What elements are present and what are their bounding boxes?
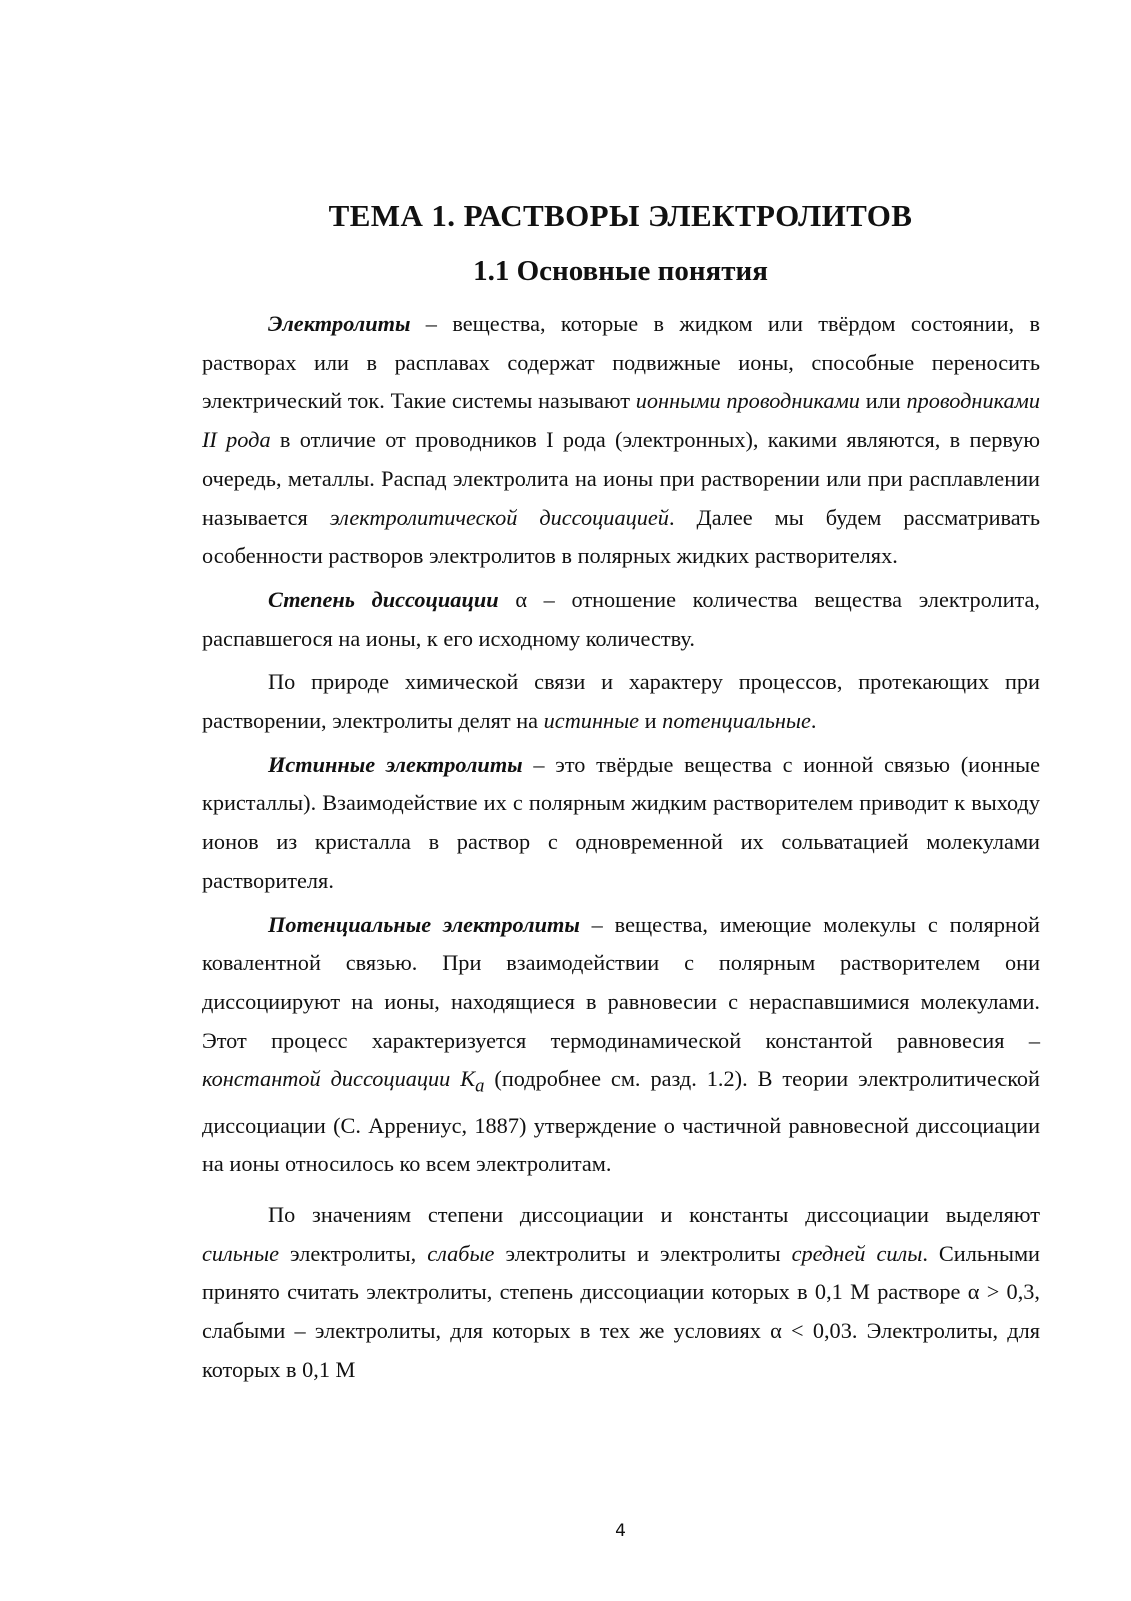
paragraph-true-electrolytes: [202, 746, 1040, 901]
term-dissociation-degree: Степень диссоциации: [268, 586, 499, 612]
term-electrolytes: Электролиты: [268, 311, 411, 336]
paragraph-text: – вещества, имеющие молекулы с полярной ковалентной связью. При взаимодействии с полярным растворителем они диссоциируют на ионы, находящиеся в равновесии с нераспавшимися молекулами. Этот процесс характеризуется термодинамической константой равновесия –: [202, 911, 1040, 1053]
paragraph-strength: [202, 1196, 1040, 1390]
paragraph-potential-electrolytes: [202, 906, 1040, 1184]
paragraph-text: . Далее мы будем рассматривать особенности растворов электролитов в полярных жидких растворителях.: [202, 504, 1040, 569]
paragraph-electrolytes: [202, 305, 1040, 576]
emphasis-potential: потенциальные: [662, 708, 811, 734]
paragraph-dissociation-degree: [202, 581, 1040, 658]
paragraph-text: (подробнее см. разд. 1.2). В теории электролитической диссоциации (С. Аррениус, 1887) утверждение о частичной равновесной диссоциации на ионы относилось ко всем электролитам.: [202, 1066, 1040, 1177]
symbol-k: K: [460, 1066, 476, 1092]
paragraph-classification: [202, 663, 1040, 740]
emphasis-strong: сильные: [202, 1240, 279, 1266]
emphasis-second-kind-conductors: проводниками II рода: [202, 388, 1041, 453]
body-text: [202, 305, 1040, 1394]
paragraph-text: электролиты и электролиты: [494, 1240, 792, 1266]
emphasis-true: истинные: [543, 708, 640, 734]
emphasis-electrolytic-dissociation: электролитической диссоциацией: [329, 504, 669, 530]
paragraph-text: и: [639, 708, 663, 734]
paragraph-text: или: [859, 388, 907, 414]
paragraph-text: α – отношение количества вещества электролита, распавшегося на ионы, к его исходному количеству.: [202, 586, 1041, 651]
paragraph-text: – это твёрдые вещества с ионной связью (ионные кристаллы). Взаимодействие их с полярным жидким растворителем приводит к выходу ионов из кристалла в раствор с одновременной их сольватацией молекулами растворителя.: [202, 751, 1041, 893]
emphasis-dissociation-constant: константой диссоциации: [202, 1066, 451, 1092]
term-true-electrolytes: Истинные электролиты: [268, 751, 523, 777]
emphasis-ionic-conductors: ионными проводниками: [635, 388, 860, 414]
emphasis-weak: слабые: [427, 1240, 495, 1266]
paragraph-text: – вещества, которые в жидком или твёрдом состоянии, в растворах или в расплавах содержат подвижные ионы, способные переносить электрический ток. Такие системы называют: [202, 311, 1040, 414]
chapter-title: ТЕМА 1. РАСТВОРЫ ЭЛЕКТРОЛИТОВ: [328, 198, 913, 233]
paragraph-text: в отличие от проводников I рода (электронных), какими являются, в первую очередь, металлы. Распад электролита на ионы при растворении или при расплавлении называется: [202, 427, 1040, 530]
paragraph-text: .: [810, 708, 817, 734]
page-number: 4: [615, 1521, 626, 1541]
term-potential-electrolytes: Потенциальные электролиты: [268, 911, 580, 937]
emphasis-medium-strength: средней силы: [791, 1240, 923, 1266]
paragraph-text: . Сильными принято считать электролиты, степень диссоциации которых в 0,1 М растворе α > 0,3, слабыми – электролиты, для которых в тех же условиях α < 0,03. Электролиты, для которых в 0,1 М: [202, 1240, 1040, 1382]
symbol-subscript-a: a: [475, 1075, 485, 1097]
paragraph-text: электролиты,: [278, 1240, 428, 1266]
paragraph-text: По природе химической связи и характеру процессов, протекающих при растворении, электролиты делят на: [202, 669, 1040, 734]
paragraph-text: По значениям степени диссоциации и константы диссоциации выделяют: [268, 1201, 1040, 1227]
section-title: 1.1 Основные понятия: [473, 255, 768, 287]
